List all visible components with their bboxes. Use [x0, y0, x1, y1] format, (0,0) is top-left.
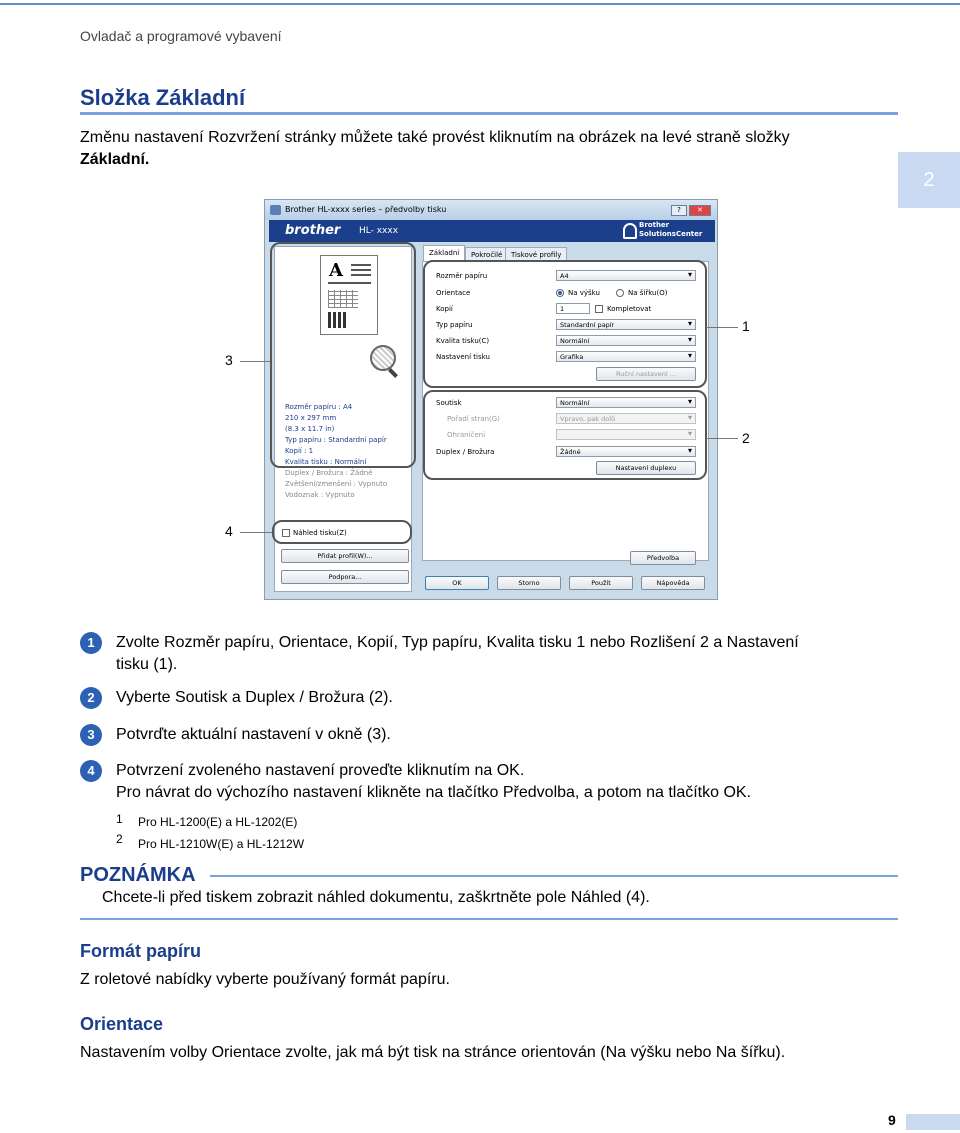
print-quality-select[interactable]: Normální ▾ — [556, 335, 696, 346]
help-window-button[interactable]: ? — [671, 205, 687, 216]
multiple-page-label: Soutisk — [436, 399, 462, 407]
paper-size-heading: Formát papíru — [80, 941, 202, 961]
top-rule — [0, 3, 960, 5]
duplex-settings-button[interactable]: Nastavení duplexu — [596, 461, 696, 475]
intro-line1: Změnu nastavení Rozvržení stránky můžete také provést kliknutím na obrázek na levé straně složky — [80, 129, 790, 146]
note-text: Chcete-li před tiskem zobrazit náhled dokumentu, zaškrtněte pole Náhled (4). — [102, 889, 650, 906]
callout-1: 1 — [742, 318, 750, 334]
callout-ring-2 — [423, 390, 707, 480]
page-order-label: Pořadí stran(G) — [447, 415, 500, 423]
support-button[interactable]: Podpora... — [281, 570, 409, 584]
duplex-label: Duplex / Brožura — [436, 448, 495, 456]
paper-size-select[interactable]: A4 ▾ — [556, 270, 696, 281]
border-line-label: Ohraničení — [447, 431, 486, 439]
media-type-label: Typ papíru — [436, 321, 473, 329]
section-title: Složka Základní — [80, 85, 246, 110]
page-number: 9 — [888, 1112, 896, 1128]
intro-line2: Základní. — [80, 151, 150, 168]
tab-print-profiles[interactable]: Tiskové profily — [505, 247, 567, 261]
intro-paragraph — [80, 127, 880, 171]
step-1-text: Zvolte Rozměr papíru, Orientace, Kopií, Typ papíru, Kvalita tisku 1 nebo Rozlišení 2 a Nastavení tisku (1). — [116, 634, 799, 673]
sample-letter: A — [329, 260, 343, 281]
note-bottom-rule — [80, 918, 898, 920]
print-settings-select[interactable]: Grafika ▾ — [556, 351, 696, 362]
model-name: HL- xxxx — [359, 226, 399, 236]
orientation-heading: Orientace — [80, 1014, 164, 1034]
tab-advanced[interactable]: Pokročilé — [465, 247, 508, 261]
running-header: Ovladač a programové vybavení — [80, 28, 282, 44]
manual-settings-button[interactable]: Ruční nastavení ... — [596, 367, 696, 381]
brother-logo: brother — [285, 223, 341, 238]
step-2-text: Vyberte Soutisk a Duplex / Brožura (2). — [116, 689, 393, 706]
callout-ring-3 — [270, 242, 416, 468]
step-2-marker: 2 — [80, 687, 102, 709]
step-3-text: Potvrďte aktuální nastavení v okně (3). — [116, 726, 391, 743]
callout-ring-1 — [423, 260, 707, 388]
callout-ring-4 — [272, 520, 412, 544]
portrait-label: Na výšku — [568, 289, 600, 297]
settings-summary: Rozměr papíru : A4 210 x 297 mm (8.3 x 11.7 in) Typ papíru : Standardní papír Kopií : 1 Kvalita tisku : Normální Duplex / Brožura : Žádné Zvětšení/zmenšení : Vypnuto Vodoznak : Vypnuto — [285, 403, 388, 499]
step-1-marker: 1 — [80, 632, 102, 654]
cancel-button[interactable]: Storno — [497, 576, 561, 590]
apply-button[interactable]: Použít — [569, 576, 633, 590]
title-rule — [80, 112, 898, 115]
footnote-1-marker: 1 — [116, 812, 123, 826]
landscape-label: Na šířku(O) — [628, 289, 668, 297]
chapter-tab: 2 — [898, 152, 960, 208]
paper-size-label: Rozměr papíru — [436, 272, 488, 280]
footnote-1-text: Pro HL-1200(E) a HL-1202(E) — [138, 815, 298, 829]
print-quality-label: Kvalita tisku(C) — [436, 337, 490, 345]
default-button[interactable]: Předvolba — [630, 551, 696, 565]
tab-basic[interactable]: Základní — [423, 245, 465, 261]
printer-icon — [270, 205, 281, 215]
orientation-label: Orientace — [436, 289, 471, 297]
copies-input[interactable]: 1 — [556, 303, 590, 314]
print-settings-label: Nastavení tisku — [436, 353, 490, 361]
collate-label: Kompletovat — [607, 305, 652, 313]
footnote-2-text: Pro HL-1210W(E) a HL-1212W — [138, 837, 305, 851]
help-button[interactable]: Nápověda — [641, 576, 705, 590]
callout-4: 4 — [225, 523, 233, 539]
solutions-center-link[interactable]: Brother SolutionsCenter — [639, 221, 703, 238]
step-3-marker: 3 — [80, 724, 102, 746]
copies-label: Kopií — [436, 305, 453, 313]
print-preview-label: Náhled tisku(Z) — [293, 529, 347, 537]
note-title: POZNÁMKA — [80, 864, 196, 886]
print-preferences-dialog — [264, 199, 718, 600]
brand-banner — [269, 220, 715, 242]
add-profile-button[interactable]: Přidat profil(W)... — [281, 549, 409, 563]
footnote-2-marker: 2 — [116, 832, 123, 846]
step-4-text: Potvrzení zvoleného nastavení proveďte kliknutím na OK. Pro návrat do výchozího nastavení klikněte na tlačítko Předvolba, a potom na tlačítko OK. — [116, 762, 752, 801]
page-order-select[interactable]: Vpravo, pak dolů ▾ — [556, 413, 696, 424]
multiple-page-select[interactable]: Normální ▾ — [556, 397, 696, 408]
page-number-tab — [906, 1114, 960, 1130]
dialog-title: Brother HL-xxxx series – předvolby tisku — [285, 205, 447, 214]
paper-size-text: Z roletové nabídky vyberte používaný formát papíru. — [80, 971, 450, 988]
dialog-titlebar — [265, 200, 717, 220]
note-rule — [210, 875, 898, 877]
callout-3: 3 — [225, 352, 233, 368]
orientation-text: Nastavením volby Orientace zvolte, jak má být tisk na stránce orientován (Na výšku nebo Na šířku). — [80, 1044, 786, 1061]
step-4-marker: 4 — [80, 760, 102, 782]
ok-button[interactable]: OK — [425, 576, 489, 590]
close-window-button[interactable]: ✕ — [689, 205, 711, 216]
media-type-select[interactable]: Standardní papír ▾ — [556, 319, 696, 330]
callout-2: 2 — [742, 430, 750, 446]
solutions-center-icon[interactable] — [623, 223, 637, 239]
duplex-select[interactable]: Žádné ▾ — [556, 446, 696, 457]
